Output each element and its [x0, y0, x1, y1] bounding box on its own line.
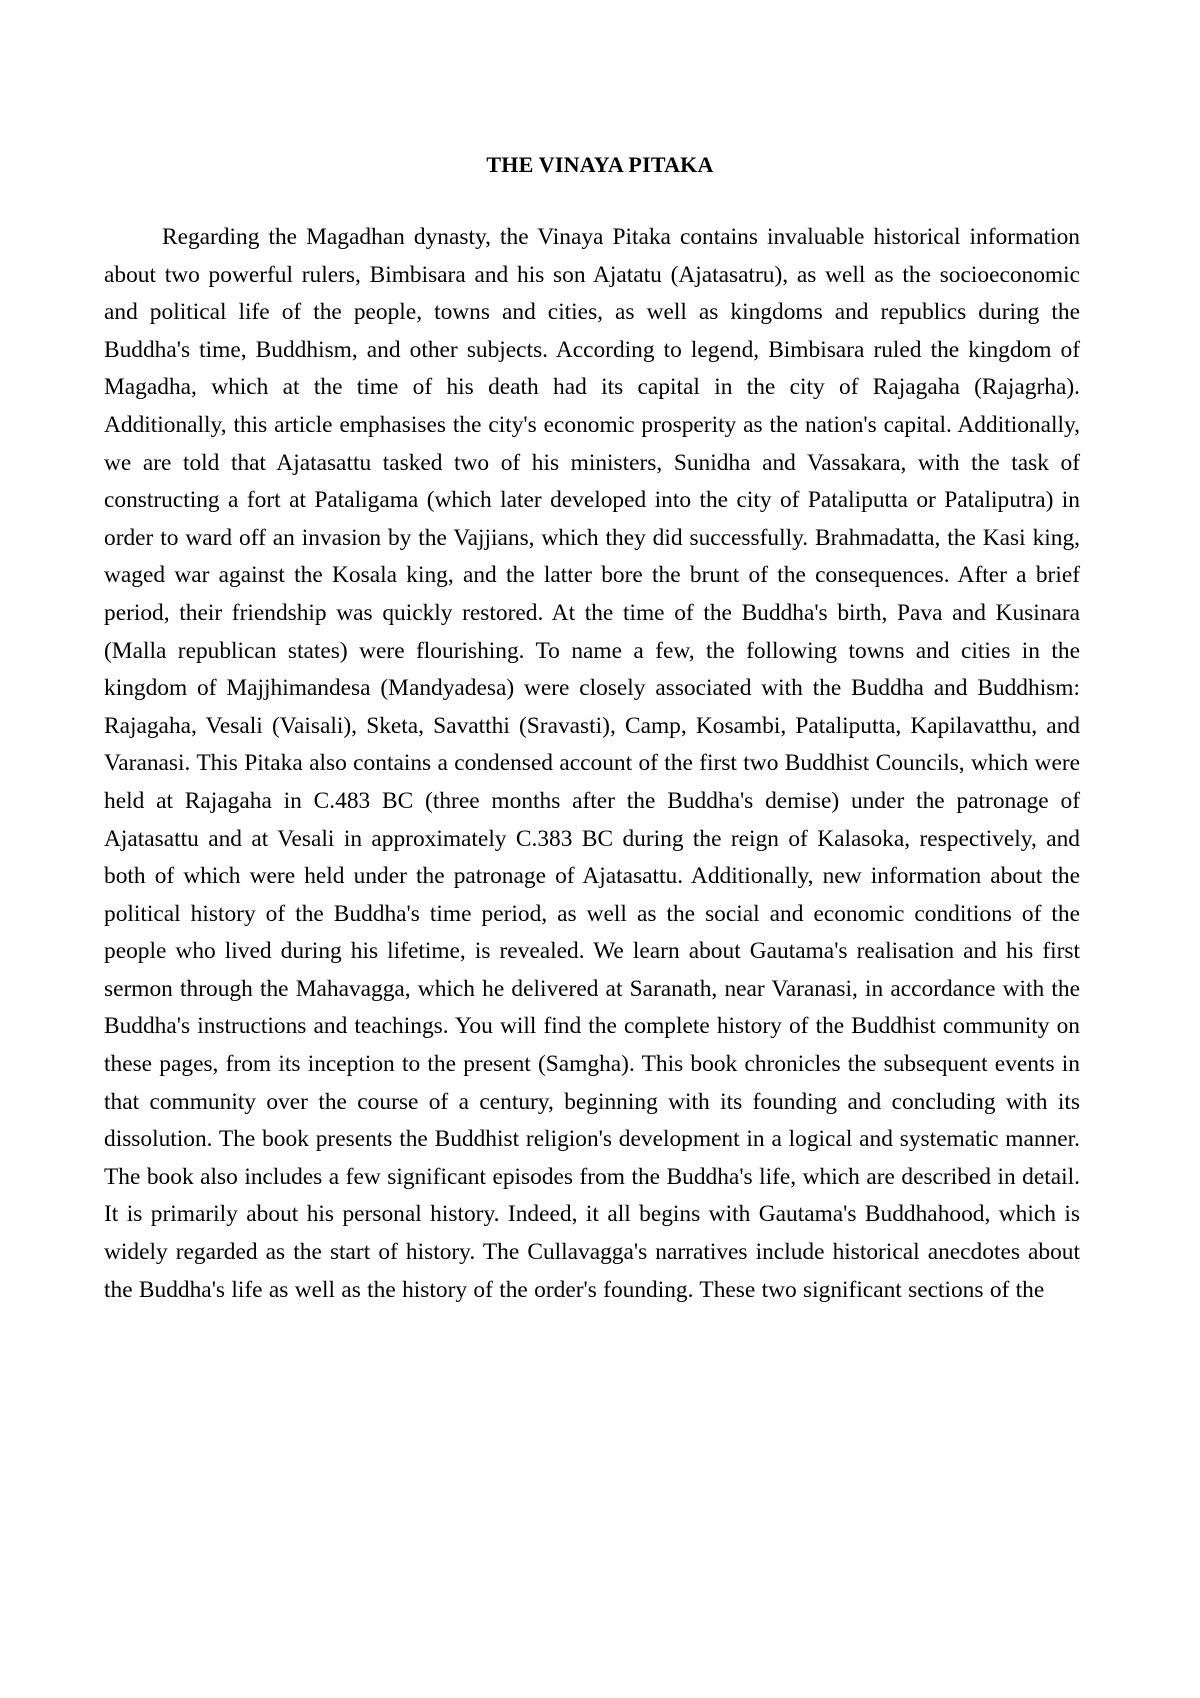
page-title: THE VINAYA PITAKA: [486, 152, 714, 177]
body-paragraph: Regarding the Magadhan dynasty, the Vinaya Pitaka contains invaluable historical information about two powerful rulers, Bimbisara and his son Ajatatu (Ajatasatru), as well as the socioeconomic and political life of the people, towns and cities, as well as kingdoms and republics during the Buddha's time, Buddhism, and other subjects. According to legend, Bimbisara ruled the kingdom of Magadha, which at the time of his death had its capital in the city of Rajagaha (Rajagrha). Additionally, this article emphasises the city's economic prosperity as the nation's capital. Additionally, we are told that Ajatasattu tasked two of his ministers, Sunidha and Vassakara, with the task of constructing a fort at Pataligama (which later developed into the city of Pataliputta or Pataliputra) in order to ward off an invasion by the Vajjians, which they did successfully. Brahmadatta, the Kasi king, waged war against the Kosala king, and the latter bore the brunt of the consequences. After a brief period, their friendship was quickly restored. At the time of the Buddha's birth, Pava and Kusinara (Malla republican states) were flourishing. To name a few, the following towns and cities in the kingdom of Majjhimandesa (Mandyadesa) were closely associated with the Buddha and Buddhism: Rajagaha, Vesali (Vaisali), Sketa, Savatthi (Sravasti), Camp, Kosambi, Pataliputta, Kapilavatthu, and Varanasi. This Pitaka also contains a condensed account of the first two Buddhist Councils, which were held at Rajagaha in C.483 BC (three months after the Buddha's demise) under the patronage of Ajatasattu and at Vesali in approximately C.383 BC during the reign of Kalasoka, respectively, and both of which were held under the patronage of Ajatasattu. Additionally, new information about the political history of the Buddha's time period, as well as the social and economic conditions of the people who lived during his lifetime, is revealed. We learn about Gautama's realisation and his first sermon through the Mahavagga, which he delivered at Saranath, near Varanasi, in accordance with the Buddha's instructions and teachings. You will find the complete history of the Buddhist community on these pages, from its inception to the present (Samgha). This book chronicles the subsequent events in that community over the course of a century, beginning with its founding and concluding with its dissolution. The book presents the Buddhist religion's development in a logical and systematic manner. The book also includes a few significant episodes from the Buddha's life, which are described in detail. It is primarily about his personal history. Indeed, it all begins with Gautama's Buddhahood, which is widely regarded as the start of history. The Cullavagga's narratives include historical anecdotes about the Buddha's life as well as the history of the order's founding. These two significant sections of the: [104, 224, 1080, 1303]
